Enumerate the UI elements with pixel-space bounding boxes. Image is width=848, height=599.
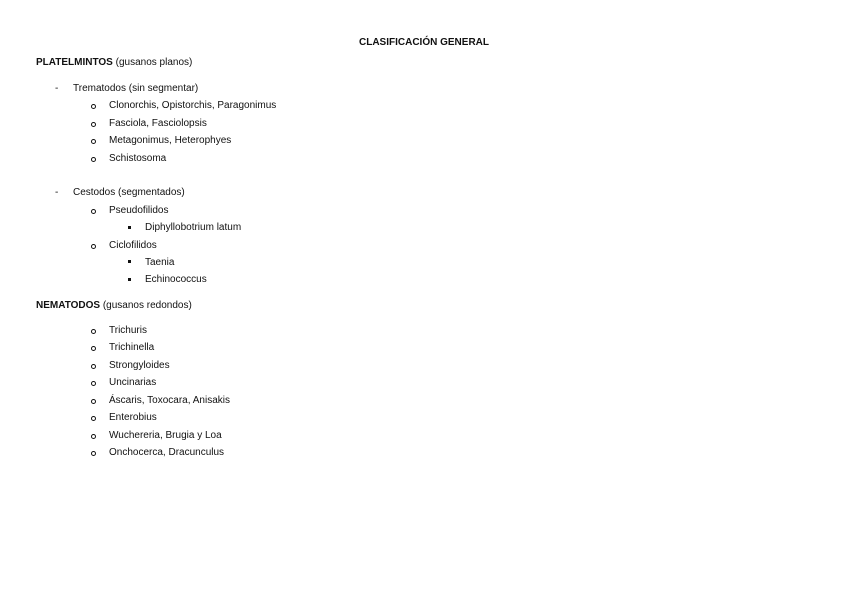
list-item: Clonorchis, Opistorchis, Paragonimus (109, 100, 277, 111)
page-title: CLASIFICACIÓN GENERAL (359, 37, 489, 48)
cestodos-label: Cestodos (segmentados) (73, 187, 185, 198)
list-item: Áscaris, Toxocara, Anisakis (109, 395, 230, 406)
platelmintos-title: PLATELMINTOS (36, 57, 113, 68)
square-bullet (128, 260, 131, 263)
circle-bullet (91, 104, 96, 109)
circle-bullet (91, 364, 96, 369)
square-bullet (128, 226, 131, 229)
pseudofilidos-label: Pseudofilidos (109, 205, 169, 216)
list-item: Trichuris (109, 325, 147, 336)
circle-bullet (91, 209, 96, 214)
list-item: Strongyloides (109, 360, 170, 371)
circle-bullet (91, 399, 96, 404)
list-item: Enterobius (109, 412, 157, 423)
ciclofilidos-label: Ciclofilidos (109, 240, 157, 251)
circle-bullet (91, 416, 96, 421)
nematodos-title: NEMATODOS (36, 300, 101, 311)
list-item: Diphyllobotrium latum (145, 222, 242, 233)
section-platelmintos-heading (36, 57, 192, 69)
list-item: Fasciola, Fasciolopsis (109, 118, 207, 129)
circle-bullet (91, 329, 96, 334)
list-item: Taenia (145, 257, 175, 268)
platelmintos-subtitle: (gusanos planos) (112, 57, 193, 68)
circle-bullet (91, 122, 96, 127)
dash-bullet: - (55, 187, 59, 198)
list-item: Trichinella (109, 342, 155, 353)
section-nematodos-heading (36, 300, 192, 312)
square-bullet (128, 278, 131, 281)
list-item: Wuchereria, Brugia y Loa (109, 430, 222, 441)
circle-bullet (91, 244, 96, 249)
circle-bullet (91, 434, 96, 439)
circle-bullet (91, 346, 96, 351)
list-item: Onchocerca, Dracunculus (109, 447, 225, 458)
circle-bullet (91, 139, 96, 144)
list-item: Schistosoma (109, 153, 167, 164)
circle-bullet (91, 451, 96, 456)
circle-bullet (91, 157, 96, 162)
trematodos-label: Trematodos (sin segmentar) (73, 83, 199, 94)
circle-bullet (91, 381, 96, 386)
nematodos-subtitle: (gusanos redondos) (100, 300, 192, 311)
list-item: Echinococcus (145, 274, 207, 285)
list-item: Uncinarias (109, 377, 157, 388)
list-item: Metagonimus, Heterophyes (109, 135, 232, 146)
dash-bullet: - (55, 83, 59, 94)
